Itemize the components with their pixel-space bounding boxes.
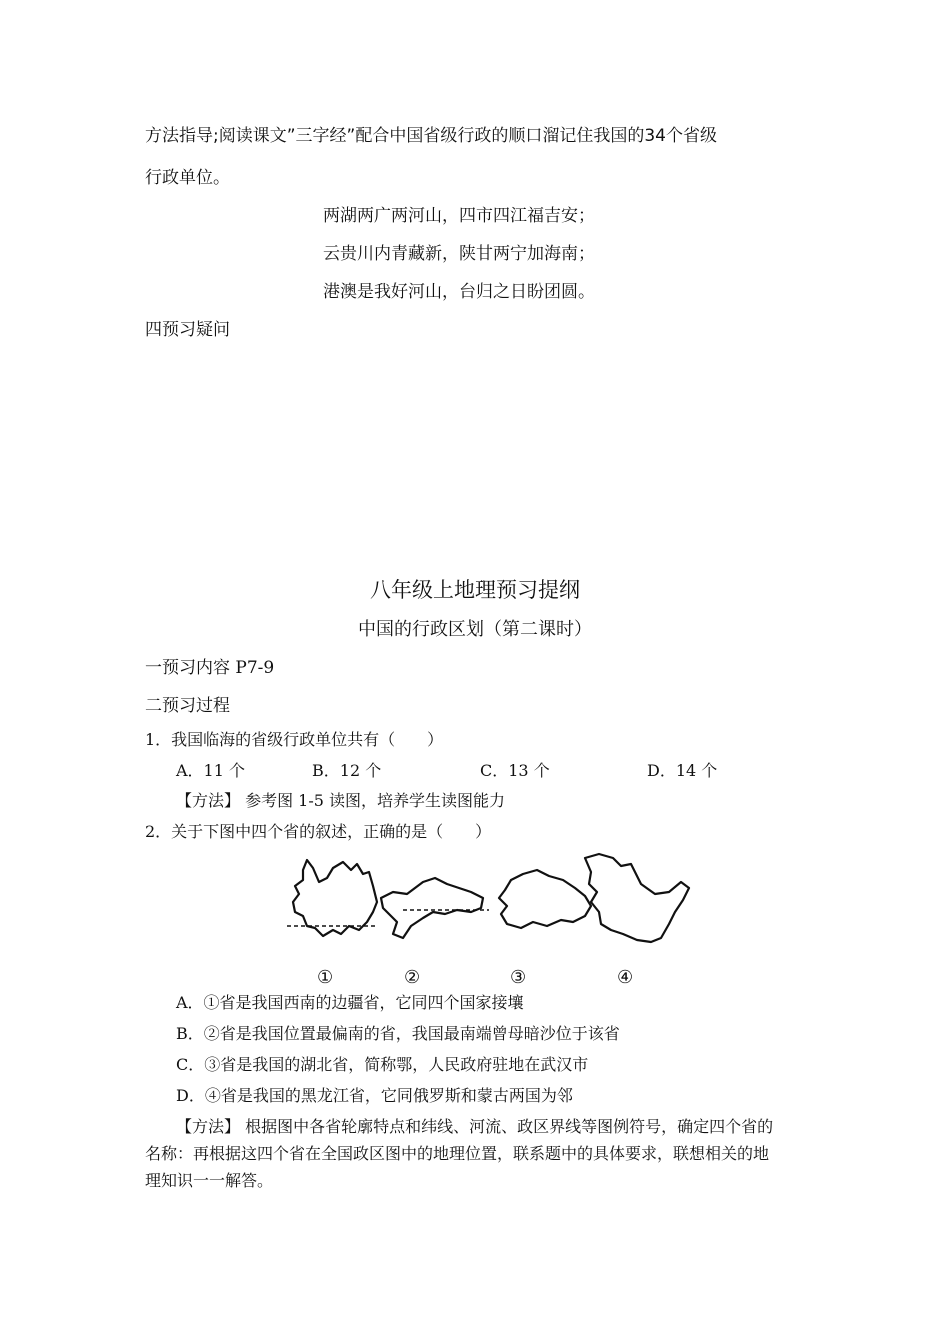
map-label-3: ③: [510, 967, 527, 988]
outline-subtitle: 中国的行政区划（第二课时）: [358, 619, 592, 640]
section-heading-4: 四预习疑问: [145, 320, 230, 340]
province-outline-4: [585, 854, 689, 942]
intro-line-1: 方法指导;阅读课文”三字经”配合中国省级行政的顺口溜记住我国的34个省级: [145, 126, 717, 146]
question-2-option-b: B．②省是我国位置最偏南的省，我国最南端曾母暗沙位于该省: [176, 1024, 620, 1043]
intro-line-2: 行政单位。: [145, 168, 230, 188]
question-2-method-line-1: 【方法】 根据图中各省轮廓特点和纬线、河流、政区界线等图例符号，确定四个省的: [176, 1117, 774, 1136]
question-1-option-d: D．14 个: [647, 761, 718, 780]
outline-title: 八年级上地理预习提纲: [370, 578, 580, 602]
map-label-4: ④: [617, 967, 634, 988]
province-outline-1: [293, 860, 377, 936]
section-heading-2: 二预习过程: [145, 696, 230, 716]
question-1-option-b: B．12 个: [312, 761, 382, 780]
question-1-option-a: A．11 个: [176, 761, 246, 780]
province-outline-2: [381, 878, 483, 938]
question-1-stem: 1．我国临海的省级行政单位共有（ ）: [145, 730, 444, 749]
question-1-option-c: C．13 个: [480, 761, 550, 780]
poem-line-1: 两湖两广两河山，四市四江福吉安；: [323, 206, 595, 226]
province-outline-3: [499, 870, 591, 928]
map-label-1: ①: [317, 967, 334, 988]
question-2-method-line-3: 理知识一一解答。: [145, 1171, 274, 1190]
question-2-option-a: A．①省是我国西南的边疆省，它同四个国家接壤: [176, 993, 524, 1012]
poem-line-3: 港澳是我好河山，台归之日盼团圆。: [323, 282, 595, 302]
question-2-method-line-2: 名称：再根据这四个省在全国政区图中的地理位置，联系题中的具体要求，联想相关的地: [145, 1144, 770, 1163]
question-2-option-d: D．④省是我国的黑龙江省，它同俄罗斯和蒙古两国为邻: [176, 1086, 573, 1105]
province-outline-maps: [285, 850, 705, 945]
section-heading-1: 一预习内容 P7-9: [145, 658, 275, 678]
question-1-method: 【方法】 参考图 1-5 读图，培养学生读图能力: [176, 791, 506, 810]
question-2-stem: 2．关于下图中四个省的叙述，正确的是（ ）: [145, 822, 492, 841]
map-label-2: ②: [404, 967, 421, 988]
question-2-option-c: C．③省是我国的湖北省，简称鄂，人民政府驻地在武汉市: [176, 1055, 589, 1074]
poem-line-2: 云贵川内青藏新，陕甘两宁加海南；: [323, 244, 595, 264]
